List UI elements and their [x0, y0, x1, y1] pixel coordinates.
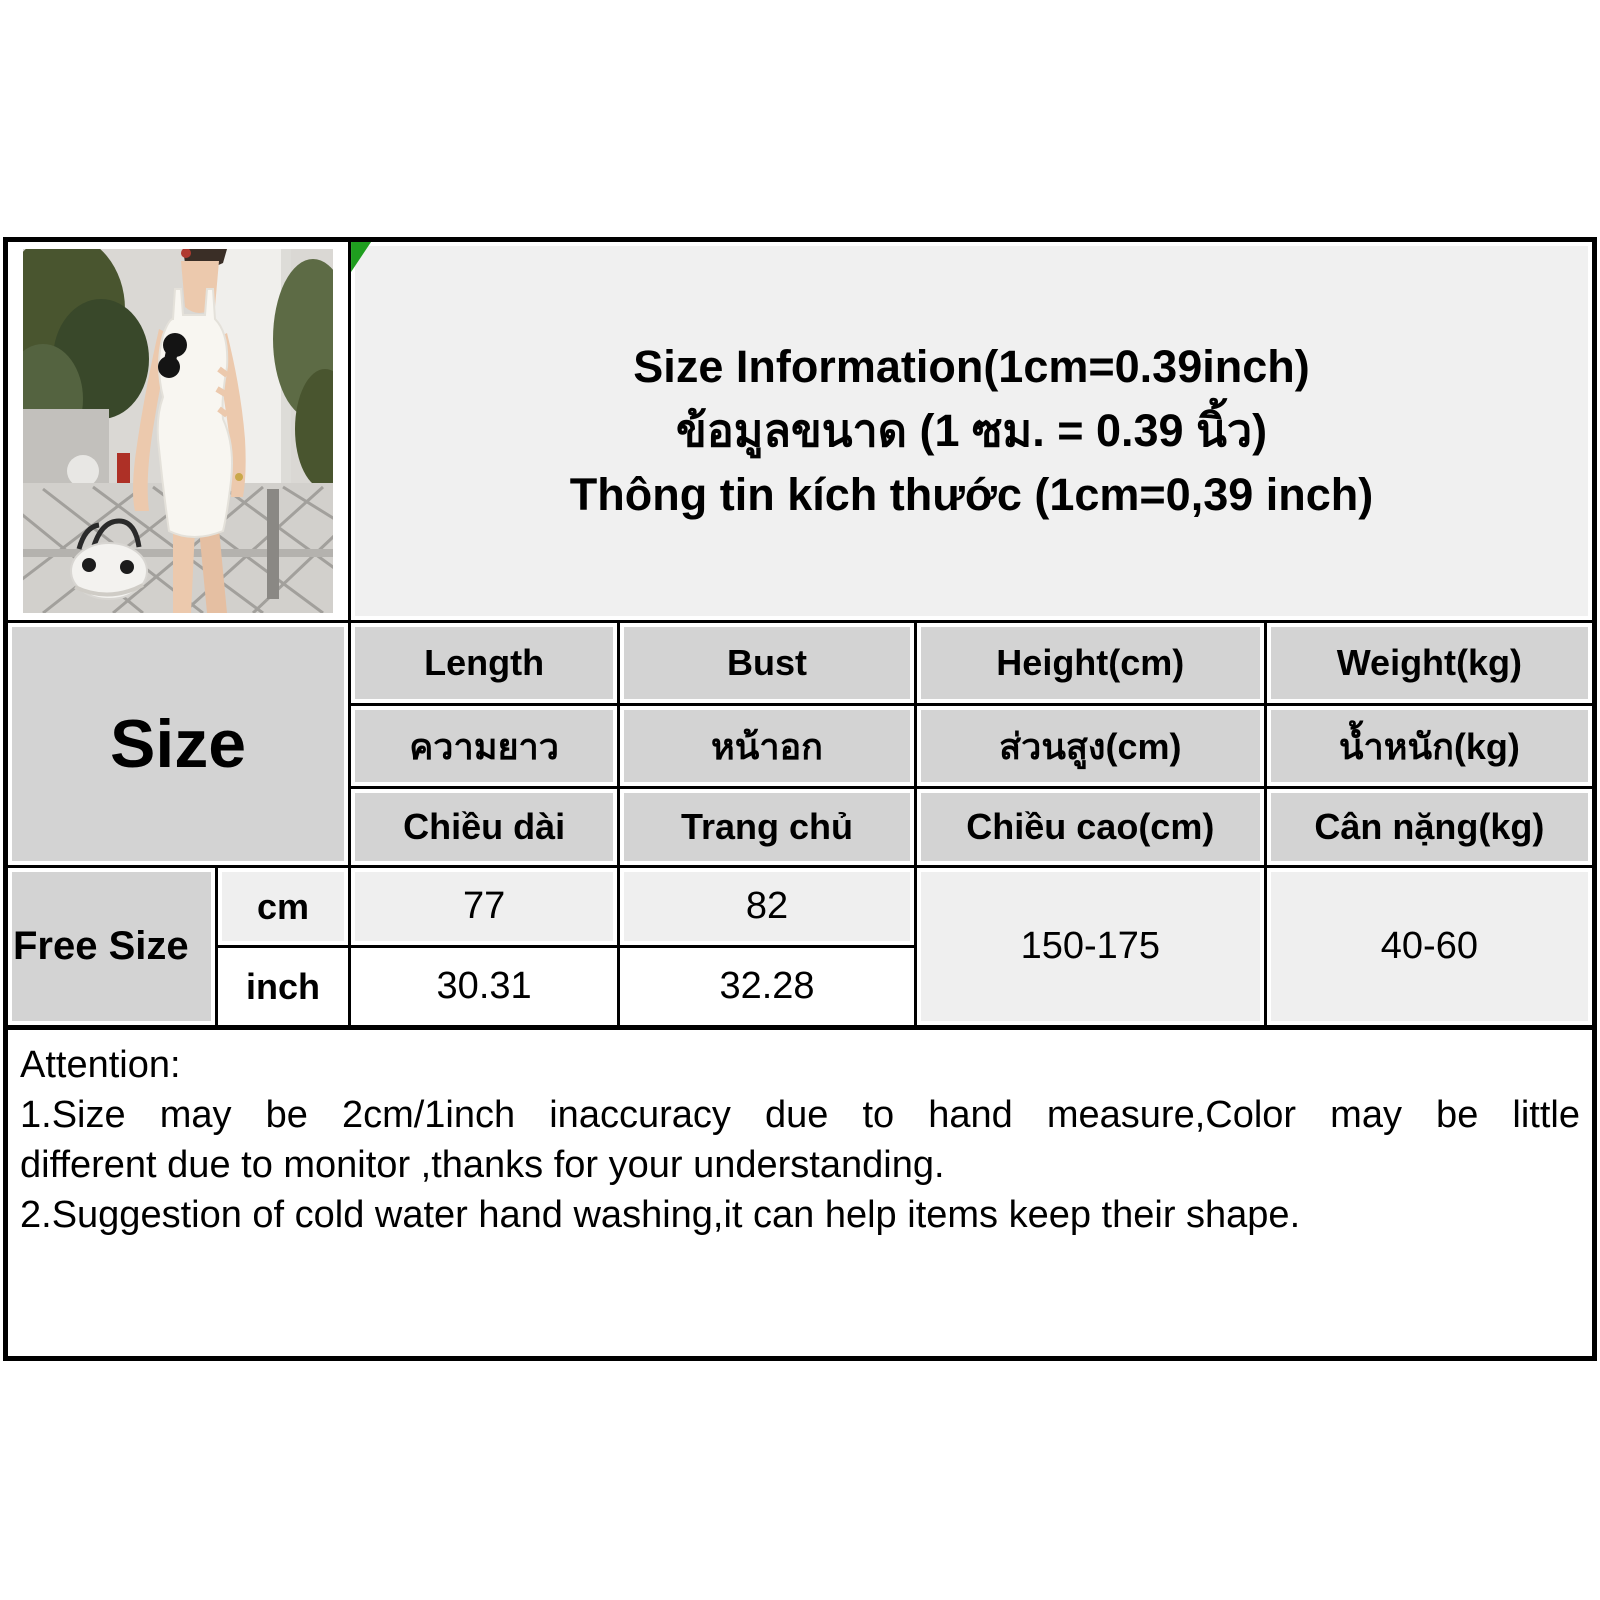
size-corner-label: Size [8, 623, 348, 865]
attention-item-2: 2.Suggestion of cold water hand washing,it can help items keep their shape. [20, 1194, 1301, 1236]
col-header-weight-en: Weight(kg) [1267, 623, 1592, 703]
col-header-weight-th: น้ำหนัก(kg) [1267, 706, 1592, 786]
unit-label-inch: inch [218, 948, 348, 1025]
photo-red-object [117, 453, 130, 483]
col-header-length-en: Length [351, 623, 617, 703]
col-header-height-vi: Chiều cao(cm) [917, 789, 1264, 865]
value-height-range: 150-175 [917, 868, 1264, 1025]
title-panel [351, 242, 1592, 620]
col-header-length-th: ความยาว [351, 706, 617, 786]
row-label-free-size: Free Size [8, 868, 215, 1025]
col-header-length-vi: Chiều dài [351, 789, 617, 865]
value-weight-range: 40-60 [1267, 868, 1592, 1025]
attention-heading: Attention: [20, 1044, 181, 1086]
unit-label-cm: cm [218, 868, 348, 945]
size-table [3, 237, 1597, 1030]
green-corner-marker-icon [351, 242, 371, 272]
value-length-inch: 30.31 [351, 948, 617, 1025]
attention-box [3, 1030, 1597, 1361]
product-photo-cell [8, 242, 348, 620]
col-header-height-en: Height(cm) [917, 623, 1264, 703]
col-header-weight-vi: Cân nặng(kg) [1267, 789, 1592, 865]
attention-item-1-line-2: different due to monitor ,thanks for your understanding. [20, 1144, 945, 1186]
value-bust-cm: 82 [620, 868, 914, 945]
attention-item-1-line-1: 1.Size may be 2cm/1inch inaccuracy due to hand measure,Color may be little [20, 1094, 1580, 1136]
col-header-height-th: ส่วนสูง(cm) [917, 706, 1264, 786]
product-photo [23, 249, 333, 613]
value-bust-inch: 32.28 [620, 948, 914, 1025]
value-length-cm: 77 [351, 868, 617, 945]
title-en: Size Information(1cm=0.39inch) [633, 341, 1310, 392]
col-header-bust-vi: Trang chủ [620, 789, 914, 865]
col-header-bust-th: หน้าอก [620, 706, 914, 786]
size-chart-sheet [3, 237, 1597, 1361]
title-vi: Thông tin kích thước (1cm=0,39 inch) [569, 469, 1374, 520]
title-th: ข้อมูลขนาด (1 ซม. = 0.39 นิ้ว) [675, 405, 1268, 456]
col-header-bust-en: Bust [620, 623, 914, 703]
